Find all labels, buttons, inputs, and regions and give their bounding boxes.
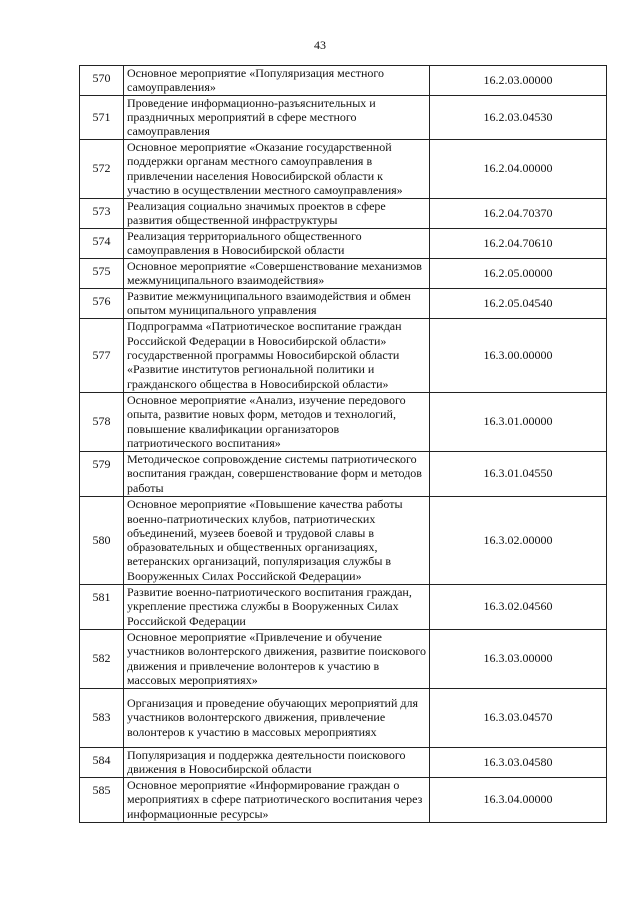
row-number: 578 xyxy=(80,392,124,451)
row-number: 577 xyxy=(80,318,124,392)
table-row xyxy=(80,198,607,228)
row-number: 583 xyxy=(80,688,124,747)
row-number: 581 xyxy=(80,584,124,629)
table-row xyxy=(80,318,607,392)
table-row xyxy=(80,228,607,258)
row-code: 16.3.02.00000 xyxy=(430,496,607,584)
table-row xyxy=(80,584,607,629)
row-description: Методическое сопровождение системы патриотического воспитания граждан, совершенствование форм и методов работы xyxy=(124,451,430,496)
table-row xyxy=(80,629,607,688)
row-code: 16.3.03.04580 xyxy=(430,747,607,777)
row-description: Основное мероприятие «Популяризация местного самоуправления» xyxy=(124,66,430,96)
row-description: Основное мероприятие «Оказание государственной поддержки органам местного самоуправления в привлечении населения Новосибирской области к участию в осуществлении местного самоуправления» xyxy=(124,139,430,198)
table-row xyxy=(80,258,607,288)
row-description: Реализация социально значимых проектов в сфере развития общественной инфраструктуры xyxy=(124,198,430,228)
row-description: Проведение информационно-разъяснительных и праздничных мероприятий в сфере местного самоуправления xyxy=(124,95,430,139)
row-code: 16.2.05.04540 xyxy=(430,288,607,318)
row-number: 580 xyxy=(80,496,124,584)
table-row xyxy=(80,139,607,198)
row-description: Популяризация и поддержка деятельности поискового движения в Новосибирской области xyxy=(124,747,430,777)
row-code: 16.2.04.70610 xyxy=(430,228,607,258)
row-code: 16.2.04.00000 xyxy=(430,139,607,198)
row-description: Организация и проведение обучающих мероприятий для участников волонтерского движения, привлечение волонтеров к участию в массовых мероприятиях xyxy=(124,688,430,747)
table-row xyxy=(80,392,607,451)
row-code: 16.3.03.04570 xyxy=(430,688,607,747)
row-number: 575 xyxy=(80,258,124,288)
row-number: 574 xyxy=(80,228,124,258)
row-code: 16.2.04.70370 xyxy=(430,198,607,228)
row-code: 16.3.00.00000 xyxy=(430,318,607,392)
row-number: 573 xyxy=(80,198,124,228)
row-code: 16.3.04.00000 xyxy=(430,777,607,822)
table-row xyxy=(80,95,607,139)
row-description: Реализация территориального общественного самоуправления в Новосибирской области xyxy=(124,228,430,258)
budget-classification-table xyxy=(79,65,607,823)
row-code: 16.3.03.00000 xyxy=(430,629,607,688)
row-description: Развитие военно-патриотического воспитания граждан, укрепление престижа службы в Вооруженных Силах Российской Федерации xyxy=(124,584,430,629)
row-number: 571 xyxy=(80,95,124,139)
row-code: 16.2.05.00000 xyxy=(430,258,607,288)
page-number: 43 xyxy=(314,38,326,52)
row-number: 584 xyxy=(80,747,124,777)
table-row xyxy=(80,688,607,747)
table-row xyxy=(80,451,607,496)
row-description: Основное мероприятие «Повышение качества работы военно-патриотических клубов, патриотических объединений, музеев боевой и трудовой славы в образовательных и общественных организациях, ветеранских организаций, популяризация службы в Вооруженных Силах Российской Федерации» xyxy=(124,496,430,584)
row-description: Развитие межмуниципального взаимодействия и обмен опытом муниципального управления xyxy=(124,288,430,318)
row-code: 16.3.01.04550 xyxy=(430,451,607,496)
row-number: 570 xyxy=(80,66,124,96)
row-number: 572 xyxy=(80,139,124,198)
row-description: Подпрограмма «Патриотическое воспитание граждан Российской Федерации в Новосибирской области» государственной программы Новосибирской области «Развитие институтов региональной политики и гражданского общества в Новосибирской области» xyxy=(124,318,430,392)
row-number: 585 xyxy=(80,777,124,822)
table-row xyxy=(80,496,607,584)
row-code: 16.2.03.04530 xyxy=(430,95,607,139)
row-number: 579 xyxy=(80,451,124,496)
row-code: 16.2.03.00000 xyxy=(430,66,607,96)
row-description: Основное мероприятие «Информирование граждан о мероприятиях в сфере патриотического воспитания через информационные ресурсы» xyxy=(124,777,430,822)
row-description: Основное мероприятие «Совершенствование механизмов межмуниципального взаимодействия» xyxy=(124,258,430,288)
row-number: 576 xyxy=(80,288,124,318)
table-row xyxy=(80,288,607,318)
row-description: Основное мероприятие «Привлечение и обучение участников волонтерского движения, развитие поискового движения и привлечение волонтеров к участию в массовых мероприятиях» xyxy=(124,629,430,688)
table-row xyxy=(80,777,607,822)
table-row xyxy=(80,66,607,96)
table-row xyxy=(80,747,607,777)
row-code: 16.3.02.04560 xyxy=(430,584,607,629)
row-code: 16.3.01.00000 xyxy=(430,392,607,451)
row-description: Основное мероприятие «Анализ, изучение передового опыта, развитие новых форм, методов и технологий, повышение квалификации организаторов патриотического воспитания» xyxy=(124,392,430,451)
row-number: 582 xyxy=(80,629,124,688)
